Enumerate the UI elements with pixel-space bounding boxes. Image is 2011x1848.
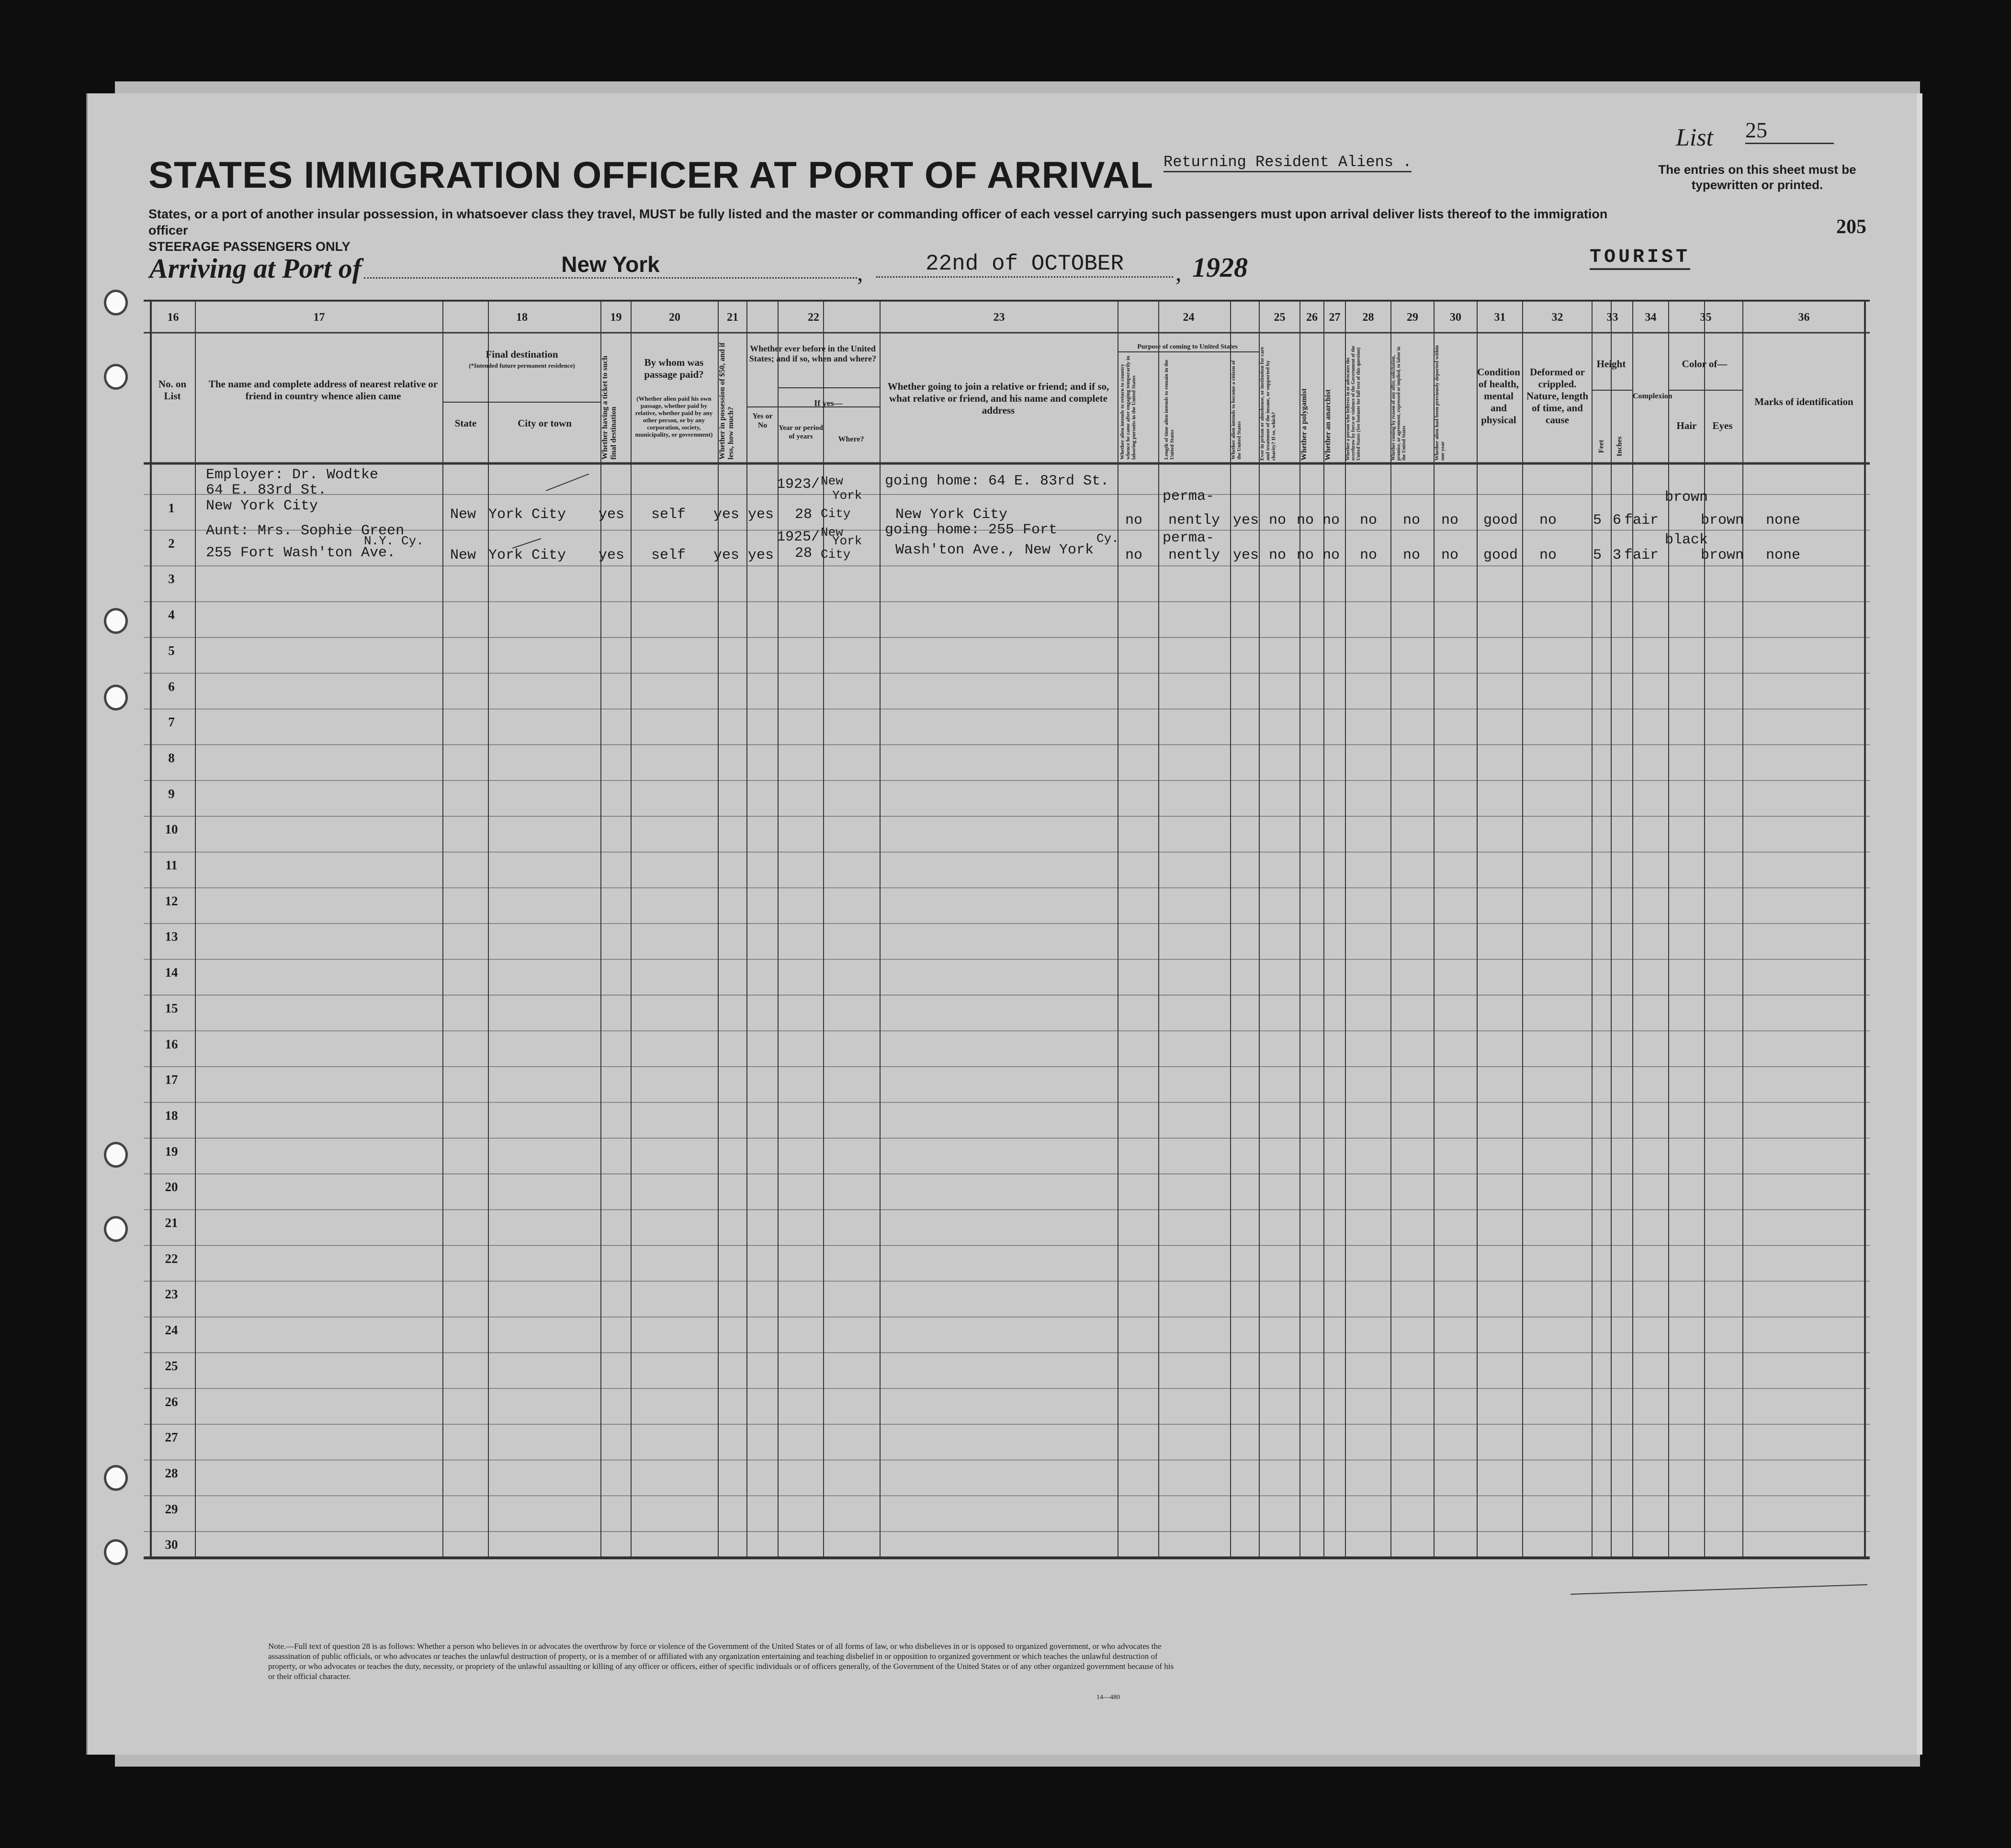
header-feet: Feet bbox=[1597, 439, 1605, 453]
header-no-on-list: No. on List bbox=[158, 378, 187, 402]
column-number: 22 bbox=[808, 311, 819, 324]
paid-by-value: self bbox=[651, 507, 686, 523]
length-value: nently bbox=[1168, 512, 1220, 529]
years-value: 28 bbox=[795, 507, 813, 523]
header-eyes: Eyes bbox=[1712, 420, 1733, 431]
hair-value: black bbox=[1665, 532, 1708, 548]
where-value: York bbox=[832, 534, 862, 548]
row-number: 28 bbox=[165, 1465, 178, 1480]
row-number: 21 bbox=[165, 1216, 178, 1230]
class-stamp: Returning Resident Aliens . bbox=[1164, 153, 1412, 172]
eyes-value: brown bbox=[1701, 547, 1744, 563]
form-number: 14—480 bbox=[1096, 1694, 1120, 1701]
row-number: 22 bbox=[165, 1251, 178, 1266]
row-number: 14 bbox=[165, 965, 178, 980]
header-yes-no: Yes or No bbox=[752, 412, 773, 429]
column-number: 36 bbox=[1798, 311, 1810, 324]
header-purpose: Purpose of coming to United States bbox=[1137, 343, 1238, 350]
typewritten-notice: The entries on this sheet must be typewritten or printed. bbox=[1658, 162, 1856, 192]
header-purpose-length: Length of time alien intends to remain in the United States bbox=[1164, 360, 1175, 460]
money-value: yes bbox=[713, 547, 740, 563]
polygamist-value: no bbox=[1297, 512, 1314, 529]
column-number: 24 bbox=[1183, 311, 1195, 324]
where-value: New bbox=[821, 474, 843, 488]
grid-line bbox=[512, 539, 541, 548]
inches-value: 3 bbox=[1613, 547, 1622, 563]
column-number: 20 bbox=[669, 311, 680, 324]
return-value: no bbox=[1125, 547, 1143, 563]
steerage-label: STEERAGE PASSENGERS ONLY bbox=[148, 239, 350, 254]
health-value: good bbox=[1483, 512, 1518, 529]
header-joining: Whether going to join a relative or friend; and if so, what relative or friend, and his name and complete address bbox=[887, 381, 1109, 416]
header-city: City or town bbox=[518, 417, 572, 429]
citizen-value: yes bbox=[1233, 547, 1259, 563]
row-number: 18 bbox=[165, 1108, 178, 1123]
page-number: 205 bbox=[1836, 216, 1866, 238]
row-number: 3 bbox=[168, 572, 175, 586]
footnote: Note.—Full text of question 28 is as follows: Whether a person who believes in or advocates the overthrow by force or violence of the Government of the United States or of all forms of law, or who disbelieves in or is opposed to organized government, or who advocates the assassination of public officials, or who advocates or teaches the unlawful destruction of property, or is a member of or affiliated with any organization entertaining and teaching disbelief in or opposition to organized government or which teaches the unlawful destruction of property, or who advocates or teaches the duty, necessity, or propriety of the unlawful assaulting or killing of any officer or officers, either of specific individuals or of officers generally, of the Government of the United States or of any other organized government because of his or their official character. bbox=[268, 1642, 1174, 1681]
header-prison: Ever in prison or almshouse, or institution for care and treatment of the insane, or supported by charity? If so, which? bbox=[1259, 347, 1277, 461]
header-purpose-return: Whether alien intends to return to country whence he came after engaging temporarily in laboring pursuits in the United States bbox=[1119, 356, 1137, 460]
joining-value: Cy. bbox=[1096, 531, 1119, 546]
column-number: 17 bbox=[313, 311, 325, 324]
anarchist-value: no bbox=[1322, 547, 1340, 563]
page-title: STATES IMMIGRATION OFFICER AT PORT OF ARRIVAL bbox=[148, 154, 1153, 196]
return-value: no bbox=[1125, 512, 1143, 529]
where-value: City bbox=[821, 507, 851, 521]
joining-value: New York City bbox=[895, 507, 1008, 523]
joining-value: Wash'ton Ave., New York bbox=[895, 542, 1094, 558]
joining-value: going home: 64 E. 83rd St. bbox=[885, 473, 1109, 489]
paid-by-value: self bbox=[651, 547, 686, 563]
header-where: Where? bbox=[838, 435, 864, 443]
header-ticket: Whether having a ticket to such final destination bbox=[601, 355, 618, 460]
row-number: 15 bbox=[165, 1001, 178, 1015]
complexion-value: fair bbox=[1624, 512, 1659, 529]
marks-value: none bbox=[1766, 512, 1801, 529]
relative-address-line: 64 E. 83rd St. bbox=[206, 482, 327, 498]
header-ever-before: Whether ever before in the United States; and if so, when and where? bbox=[749, 344, 877, 363]
grid-line bbox=[546, 474, 589, 491]
relative-address-line: New York City bbox=[206, 498, 318, 514]
row-number: 12 bbox=[165, 893, 178, 908]
row-number: 2 bbox=[168, 536, 175, 551]
row-number: 20 bbox=[165, 1180, 178, 1194]
arriving-label: Arriving at Port of bbox=[149, 253, 362, 284]
joining-value: going home: 255 Fort bbox=[885, 522, 1058, 538]
column-number: 31 bbox=[1494, 311, 1506, 324]
row-number: 19 bbox=[165, 1144, 178, 1159]
header-q28: Whether a person who believes in or advocates the overthrow by force or violence of the Government of the United States (See footnote for full text of this question) bbox=[1345, 346, 1361, 461]
hair-value: brown bbox=[1665, 489, 1708, 506]
prison-value: no bbox=[1269, 512, 1287, 529]
row-number: 24 bbox=[165, 1323, 178, 1338]
polygamist-value: no bbox=[1297, 547, 1314, 563]
header-anarchist: Whether an anarchist bbox=[1324, 389, 1332, 461]
where-value: City bbox=[821, 547, 851, 562]
complexion-value: fair bbox=[1624, 547, 1659, 563]
port-field: New York bbox=[364, 251, 857, 279]
column-number: 35 bbox=[1700, 311, 1712, 324]
header-passage-paid: By whom was passage paid? bbox=[644, 357, 704, 380]
column-number: 23 bbox=[993, 311, 1005, 324]
q28-value: no bbox=[1360, 547, 1378, 563]
feet-value: 5 bbox=[1593, 512, 1602, 529]
header-possession-50: Whether in possession of $50, and if less, how much? bbox=[718, 342, 735, 460]
years-value: 28 bbox=[795, 545, 813, 562]
row-number: 26 bbox=[165, 1394, 178, 1409]
state-value: New bbox=[450, 547, 476, 563]
city-value: York City bbox=[488, 507, 566, 523]
header-color-of: Color of— bbox=[1682, 358, 1728, 370]
date-field: 22nd of OCTOBER bbox=[876, 251, 1173, 278]
list-label: List bbox=[1676, 124, 1714, 151]
q28-value: no bbox=[1360, 512, 1378, 529]
row-number: 13 bbox=[165, 929, 178, 944]
marks-value: none bbox=[1766, 547, 1801, 563]
ticket-value: yes bbox=[599, 507, 625, 523]
column-number: 18 bbox=[516, 311, 528, 324]
header-purpose-citizen: Whether alien intends to become a citizen of the United States bbox=[1231, 360, 1242, 460]
header-if-yes: If yes— bbox=[814, 398, 843, 408]
row-number: 10 bbox=[165, 822, 178, 837]
row-number: 6 bbox=[168, 679, 175, 694]
list-number: 25 bbox=[1745, 117, 1834, 144]
year-field: 1928 bbox=[1192, 252, 1248, 283]
header-state: State bbox=[454, 417, 477, 429]
relative-address-line: 255 Fort Wash'ton Ave. bbox=[206, 545, 396, 561]
years-value: 1925/ bbox=[777, 529, 820, 545]
class-field: TOURIST bbox=[1590, 247, 1690, 270]
header-health: Condition of health, mental and physical bbox=[1477, 366, 1520, 426]
deformed-value: no bbox=[1539, 512, 1557, 529]
length-value: nently bbox=[1168, 547, 1220, 563]
row-number: 17 bbox=[165, 1072, 178, 1087]
column-number: 16 bbox=[167, 311, 179, 324]
ever-before-value: yes bbox=[748, 547, 774, 563]
anarchist-value: no bbox=[1322, 512, 1340, 529]
row-number: 1 bbox=[168, 501, 175, 515]
row-number: 25 bbox=[165, 1358, 178, 1373]
column-number: 25 bbox=[1274, 311, 1286, 324]
health-value: good bbox=[1483, 547, 1518, 563]
relative-address-line: Employer: Dr. Wodtke bbox=[206, 467, 379, 483]
column-number: 26 bbox=[1306, 311, 1318, 324]
grid-line bbox=[1570, 1585, 1867, 1594]
row-number: 11 bbox=[165, 858, 178, 872]
q30-value: no bbox=[1441, 547, 1459, 563]
q29-value: no bbox=[1403, 547, 1421, 563]
header-inches: Inches bbox=[1616, 436, 1624, 457]
relative-address-line: Aunt: Mrs. Sophie Green bbox=[206, 523, 405, 539]
instruction-line: States, or a port of another insular possession, in whatsoever class they travel, MUST be fully listed and the master or commanding officer of each vessel carrying such passengers must upon arrival deliver lists thereof to the immigration officer bbox=[148, 207, 1608, 237]
header-hair: Hair bbox=[1676, 420, 1697, 431]
deformed-value: no bbox=[1539, 547, 1557, 563]
row-number: 30 bbox=[165, 1537, 178, 1552]
relative-address-line: N.Y. Cy. bbox=[364, 534, 424, 548]
ticket-value: yes bbox=[599, 547, 625, 563]
length-value: perma- bbox=[1163, 488, 1215, 505]
header-relative-address: The name and complete address of nearest relative or friend in country whence alien came bbox=[208, 378, 438, 402]
length-value: perma- bbox=[1163, 530, 1215, 546]
inches-value: 6 bbox=[1613, 512, 1622, 529]
years-value: 1923/ bbox=[777, 476, 820, 493]
header-polygamist: Whether a polygamist bbox=[1300, 388, 1308, 461]
city-value: York City bbox=[488, 547, 566, 563]
where-value: York bbox=[832, 488, 862, 503]
row-number: 8 bbox=[168, 750, 175, 765]
state-value: New bbox=[450, 507, 476, 523]
row-number: 7 bbox=[168, 715, 175, 730]
column-number: 19 bbox=[610, 311, 622, 324]
eyes-value: brown bbox=[1701, 512, 1744, 529]
money-value: yes bbox=[713, 507, 740, 523]
column-number: 27 bbox=[1329, 311, 1341, 324]
q29-value: no bbox=[1403, 512, 1421, 529]
header-final-destination: Final destination bbox=[486, 349, 558, 360]
row-number: 16 bbox=[165, 1037, 178, 1051]
column-number: 34 bbox=[1645, 311, 1657, 324]
header-passage-note: (Whether alien paid his own passage, whether paid by relative, whether paid by any other person, or by any corporation, society, municipality, or government) bbox=[635, 395, 713, 438]
column-number: 33 bbox=[1606, 311, 1618, 324]
feet-value: 5 bbox=[1593, 547, 1602, 563]
header-final-destination-note: (*Intended future permanent residence) bbox=[469, 362, 575, 369]
header-q29: Whether coming by reason of any offer, solicitation, promise, or agreement, expressed or implied, to labor in the United States bbox=[1391, 346, 1407, 461]
header-complexion: Complexion bbox=[1633, 392, 1672, 400]
header-deformed: Deformed or crippled. Nature, length of time, and cause bbox=[1526, 366, 1589, 426]
where-value: New bbox=[821, 525, 843, 540]
column-number: 32 bbox=[1551, 311, 1563, 324]
prison-value: no bbox=[1269, 547, 1287, 563]
row-number: 9 bbox=[168, 786, 175, 801]
row-number: 27 bbox=[165, 1430, 178, 1445]
header-year-period: Year or period of years bbox=[779, 424, 823, 440]
header-q30: Whether alien had been previously deported within one year bbox=[1434, 345, 1446, 461]
column-number: 29 bbox=[1407, 311, 1418, 324]
citizen-value: yes bbox=[1233, 512, 1259, 529]
row-number: 4 bbox=[168, 608, 175, 622]
column-number: 21 bbox=[727, 311, 738, 324]
header-height: Height bbox=[1596, 358, 1626, 370]
row-number: 5 bbox=[168, 643, 175, 658]
ever-before-value: yes bbox=[748, 507, 774, 523]
q30-value: no bbox=[1441, 512, 1459, 529]
row-number: 29 bbox=[165, 1501, 178, 1516]
row-number: 23 bbox=[165, 1287, 178, 1302]
column-number: 30 bbox=[1450, 311, 1461, 324]
header-marks: Marks of identification bbox=[1754, 396, 1853, 407]
column-number: 28 bbox=[1362, 311, 1374, 324]
